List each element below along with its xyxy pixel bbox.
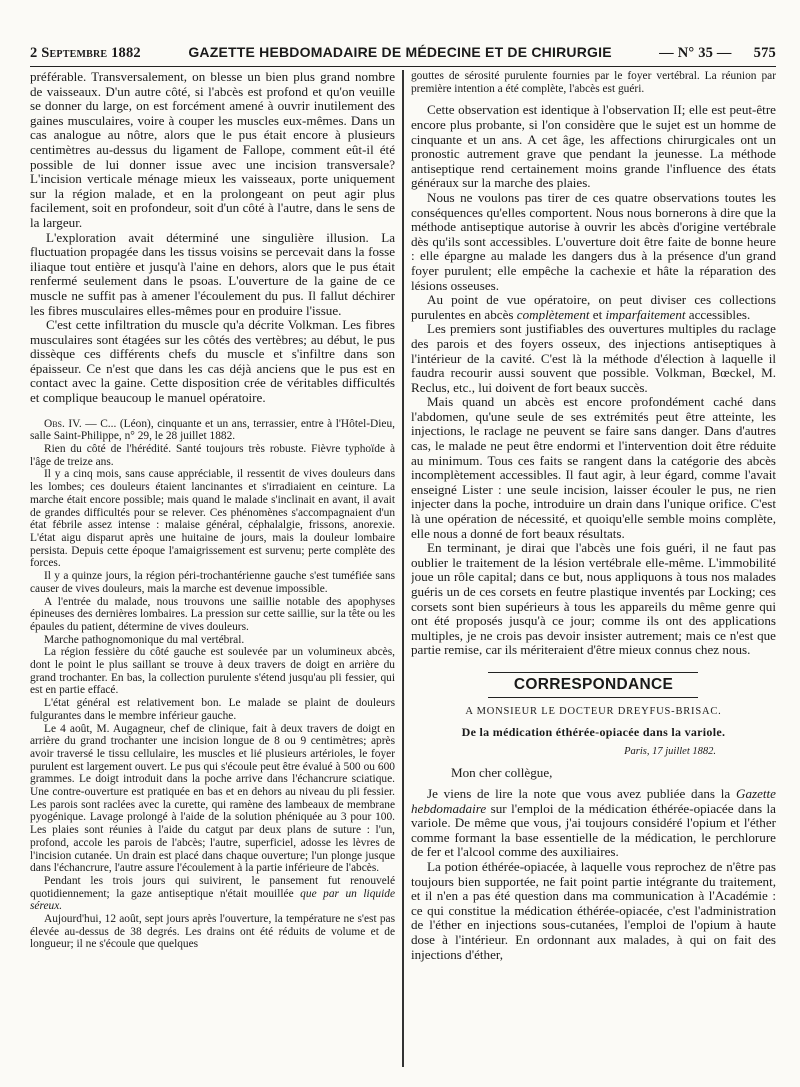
paragraph: Pendant les trois jours qui suivirent, le pansement fut renouvelé quotidiennement; la gaze antiseptique n'était mouillée que par un liquide séreux. — [30, 874, 396, 913]
paragraph: Au point de vue opératoire, on peut diviser ces collections purulentes en abcès complètement et imparfaitement accessibles. — [410, 292, 776, 322]
paragraph: L'exploration avait déterminé une singulière illusion. La fluctuation propagée dans les tissus voisins se percevait dans la fosse iliaque tout entière et jusqu'à l'aine en dehors, alors que le pus était renfermé seulement dans le psoas. L'ouverture de la gaine de ce muscle ne suffit pas à amener l'écoulement du pus. Il fallut déchirer les fibres musculaires elles-mêmes pour en produire l'issue. — [30, 229, 396, 318]
column-divider — [402, 70, 404, 1067]
paragraph: La potion éthérée-opiacée, à laquelle vous reprochez de n'être pas toujours bien supportée, ne fait point partie intégrante du traitement, et il n'en a pas été question dans ma communication à l'Académie : ce qui constitue la médication éthérée-opiacée, c'est l'administration de l'éther en injections sous-cutanées, l'emploi de l'opium à haute dose à l'intérieur. En ordonnant aux malades, à qui on fait des injections d'éther, — [410, 858, 776, 962]
letter-dateline: Paris, 17 juillet 1882. — [624, 745, 716, 757]
paragraph: Il y a quinze jours, la région péri-trochantérienne gauche s'est tuméfiée sans causer de vives douleurs, mais la marche est devenue impossible. — [30, 570, 396, 595]
paragraph: préférable. Transversalement, on blesse un bien plus grand nombre de vaisseaux. D'un autre côté, si l'abcès est profond et qu'on veuille se donner du large, on est forcément amené à ouvrir inutilement des gaines musculaires, voire à couper les muscles eux-mêmes. Dans un cas analogue au nôtre, alors que le pus était encore à plusieurs centimètres au-dessus du ligament de Fallope, comment eût-il été possible de lui donner issue avec une incision transversale? L'incision verticale ménage mieux les vaisseaux, porte uniquement sur la région malade, et en la prolongeant on peut agir plus facilement, soit en profondeur, soit d'un côté à l'autre, dans le sens de la largeur. — [30, 70, 396, 230]
observation-iv — [30, 418, 395, 952]
paragraph: L'état général est relativement bon. Le malade se plaint de douleurs fulgurantes dans le membre inférieur gauche. — [30, 697, 396, 722]
correspondence-title: CORRESPONDANCE — [488, 672, 698, 698]
running-header — [30, 44, 776, 64]
paragraph: Le 4 août, M. Augagneur, chef de clinique, fait à deux travers de doigt en arrière du grand trochanter une incision longue de 8 ou 9 centimètres; après avoir traversé le tissu cellulaire, les muscles et lié plusieurs artérioles, le foyer purulent est largement ouvert. Le pus qui s'écoule peut être évalué à 500 ou 600 grammes. Le doigt introduit dans la poche arrive dans l'échancrure sciatique. Une contre-ouverture est pratiquée en bas et en dehors au niveau du pli fessier. Les parois sont raclées avec la curette, qui ramène des lambeaux de membrane pyogénique. Lavage prolongé à l'aide de la solution phéniquée au 3 pour 100. Les plaies sont réunies à l'aide du catgut par deux plans de suture : l'un, profond, accole les parois de l'abcès; l'autre, superficiel, adosse les lèvres de l'incision cutanée. Un drain est placé dans chaque ouverture; l'un plonge jusque dans l'échancrure, l'autre assure l'écoulement à la partie inférieure de l'abcès. — [30, 722, 396, 875]
two-column-body — [30, 70, 776, 1067]
paragraph: C'est cette infiltration du muscle qu'a décrite Volkman. Les fibres musculaires sont étagées sur les côtés des vertèbres; au début, le pus dissèque ces différents chefs du muscle et s'infiltre dans son épaisseur. Ce n'est que dans les cas déjà anciens que le pus est en contact avec la gaine. Cette disposition crée de véritables difficultés et complique beaucoup le manuel opératoire. — [30, 317, 396, 406]
paragraph: Rien du côté de l'hérédité. Santé toujours très robuste. Fièvre typhoïde à l'âge de treize ans. — [30, 443, 396, 468]
paragraph: Marche pathognomonique du mal vertébral. — [44, 633, 245, 646]
observation-label: Obs. IV. — [44, 417, 82, 430]
left-column — [30, 70, 395, 1067]
header-page-number: 575 — [753, 45, 776, 61]
correspondence-section — [411, 672, 776, 740]
correspondence-heading: De la médication éthérée-opiacée dans la variole. — [461, 724, 726, 739]
paragraph: Nous ne voulons pas tirer de ces quatre observations toutes les conséquences qu'elles comportent. Nous nous bornerons à dire que la méthode antiseptique autorise à ouvrir les abcès d'origine vertébrale dès qu'ils sont accessibles. L'ouverture doit être faite de bonne heure : elle épargne au malade les dangers dus à la présence d'un grand foyer purulent; elle empêche la cachexie et hâte la réparation des lésions osseuses. — [410, 189, 776, 293]
paragraph: Les premiers sont justifiables des ouvertures multiples du raclage des parois et des foyers osseux, des injections antiseptiques à l'intérieur de la cavité. C'est là la méthode d'élection à laquelle il faudra recourir aussi souvent que possible. Volkman, Bœckel, M. Reclus, etc., lui doivent de fort beaux succès. — [410, 321, 776, 395]
header-issue-number: — N° 35 — — [659, 45, 732, 61]
letter-salutation: Mon cher collègue, — [450, 764, 553, 780]
paragraph: Cette observation est identique à l'observation II; elle est peut-être encore plus probante, si l'on considère que le sujet est un homme de cinquante et un ans. A cet âge, les affections chirurgicales ont un pronostic autrement grave que pendant la jeunesse. La méthode antiseptique rend certainement moins grande l'influence des états généraux sur la marche des plaies. — [410, 102, 776, 191]
paragraph: Aujourd'hui, 12 août, sept jours après l'ouverture, la température ne s'est pas élevée au-dessus de 38 degrés. Les drains ont été réduits de volume et de longueur; il ne s'écoule que quelques — [30, 913, 396, 951]
paragraph: En terminant, je dirai que l'abcès une fois guéri, il ne faut pas oublier le traitement de la lésion vertébrale elle-même. L'immobilité joue un rôle capital; dans ce but, nous appliquons à tous nos malades guéris un de ces corsets en feutre plastique inventés par Locking; ces corsets sont bien supérieurs à tous les appareils du même genre qui ont été proposés jusqu'à ce jour; comme ils ont des applications multiples, je ne crois pas devoir insister autrement; mais ce n'est que partie remise, car ils mériteraient d'être mieux connus chez nous. — [410, 540, 776, 658]
header-journal-title: GAZETTE HEBDOMADAIRE DE MÉDECINE ET DE CHIRURGIE — [188, 44, 612, 60]
header-rule — [30, 66, 776, 67]
right-column — [411, 70, 776, 1067]
paragraph: Mais quand un abcès est encore profondément caché dans l'abdomen, qu'une seule de ses extrémités peut être atteinte, les injections, le raclage ne peuvent se faire sans danger. Dans d'autres cas, le malade ne peut être endormi et l'intervention doit être réduite au minimum. Tous ces faits se rangent dans la catégorie des abcès incomplètement accessibles. Il faut agir, à leur égard, comme l'avait enseigné Lister : une seule incision, laisser écouler le pus, ne rien injecter dans la poche, introduire un drain dans l'unique orifice. C'est là une opération de nécessité, et quoiqu'elle semble moins complète, elle nous a donné de fort beaux résultats. — [410, 394, 776, 541]
header-date: 2 Septembre 1882 — [30, 45, 141, 61]
paragraph: A l'entrée du malade, nous trouvons une saillie notable des apophyses épineuses des dernières lombaires. La pression sur cette saillie, sur la tête ou les épaules du patient, détermine de vives douleurs. — [30, 595, 396, 633]
paragraph: gouttes de sérosité purulente fournies par le foyer vertébral. La réunion par première intention a été complète, l'abcès est guéri. — [410, 70, 776, 95]
observation-intro: — C... (Léon), cinquante et un ans, terrassier, entre à l'Hôtel-Dieu, salle Saint-Philippe, n° 29, le 28 juillet 1882. — [30, 417, 396, 443]
paragraph: La région fessière du côté gauche est soulevée par un volumineux abcès, dont le point le plus saillant se trouve à deux travers de doigt en arrière du grand trochanter. En bas, la collection purulente s'étend jusqu'au pli fessier, qui est en partie effacé. — [30, 646, 396, 697]
correspondence-addressee: A MONSIEUR LE DOCTEUR DREYFUS-BRISAC. — [465, 705, 722, 717]
paragraph: Il y a cinq mois, sans cause appréciable, il ressentit de vives douleurs dans les lombes; ces douleurs étaient lancinantes et s'irradiaient en ceinture. La marche était encore possible; mais quand le malade s'inclinait en avant, il avait de grandes difficultés pour se relever. Ces phénomènes s'accompagnaient d'un état fébrile assez intense : malaise général, céphalalgie, frissons, anorexie. L'état aigu disparut après une huitaine de jours, mais la douleur lombaire persista. Depuis cette époque l'amaigrissement est survenu; perte complète des forces. — [30, 468, 396, 570]
paragraph: Je viens de lire la note que vous avez publiée dans la Gazette hebdomadaire sur l'emploi de la médication éthérée-opiacée dans la variole. De même que vous, j'ai toujours considéré l'opium et l'éther comme formant la base essentielle de la médication, le perchlorure de fer et l'alcool comme des auxiliaires. — [410, 785, 776, 860]
